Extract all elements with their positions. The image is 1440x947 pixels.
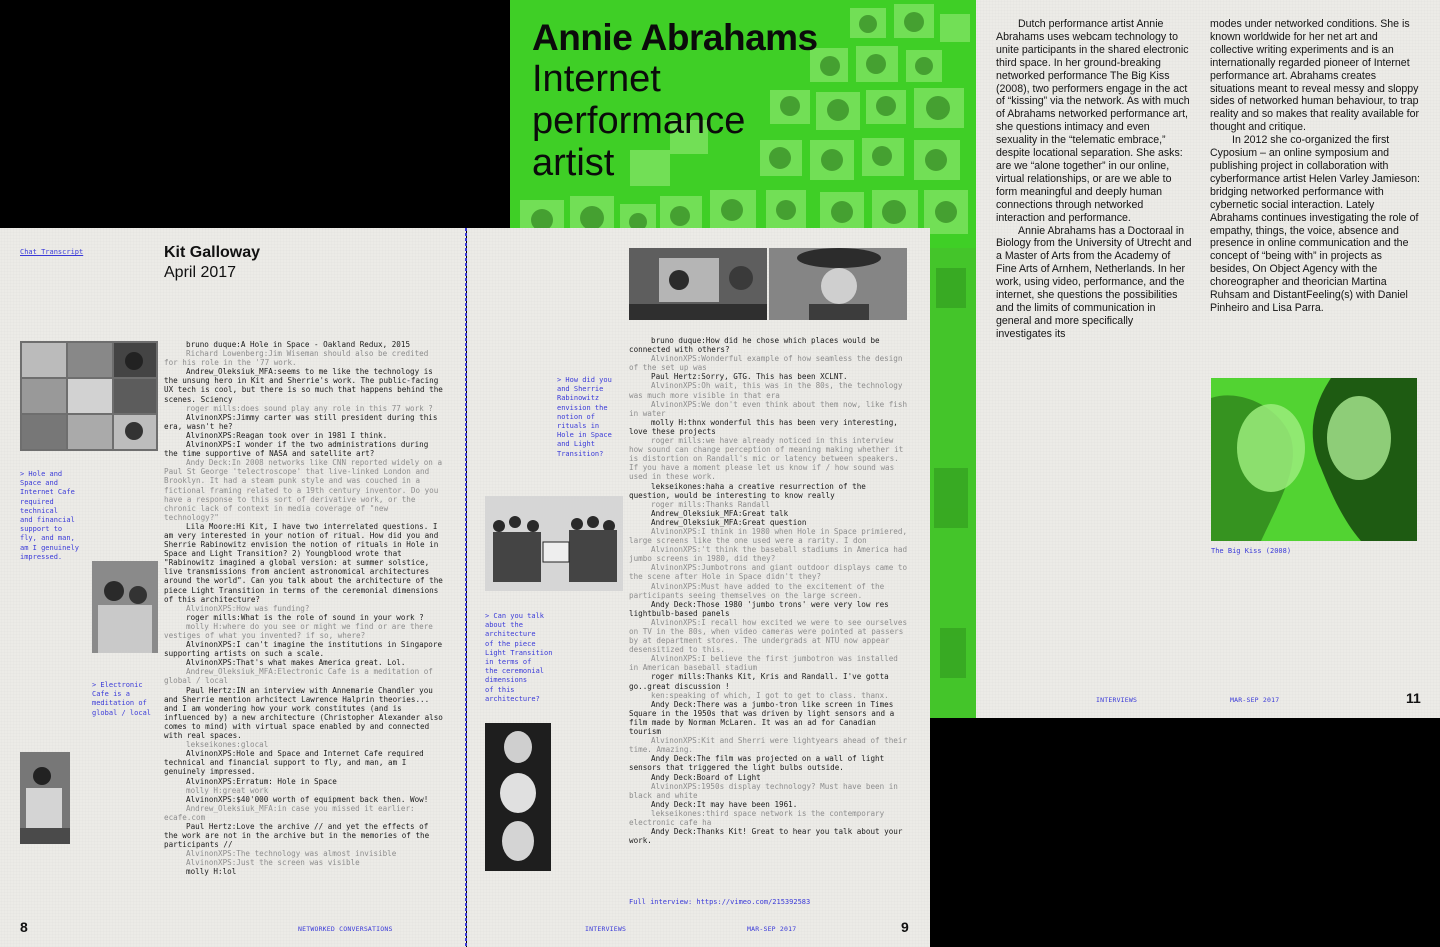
chat-message: Andy Deck:Board of Light [651,772,761,782]
chat-message: Andy Deck:Those 1980 'jumbo trons' were very low res lightbulb-based panels [629,599,889,618]
chat-message: AlvinonXPS:I wonder if the two administrations during the time supportive of NASA and satellite art? [164,440,429,459]
chat-message: Andy Deck:The film was projected on a wall of light sensors that triggered the light bulbs outside. [629,754,885,773]
chat-message: roger mills:Thanks Kit, Kris and Randall. I've gotta go..great discussion ! [629,672,889,691]
chat-message: Andy Deck:In 2008 networks like CNN reported widely on a Paul St George 'telectroscope' that live-linked London and Brooklyn. It had a steam punk style and was couched in a fictional framing related to a 19th century inventor. Do you have a response to this sort of derivative work, or the chronic lack of context in media coverage of "new technology?" [164,458,443,522]
group-photo [485,496,623,591]
page-number: 9 [901,919,909,935]
chat-message: Andrew_Oleksiuk_MFA:seems to me like the technology is the unsung hero in Kit and Sherrie's work. The public-facing UX tech is cool, but there is so much that happens behind the scenes. Sciency [164,367,443,404]
page-number: 11 [1406,690,1421,706]
chat-message: AlvinonXPS:Reagan took over in 1981 I think. [186,430,388,440]
chat-message: AlvinonXPS:$40'000 worth of equipment back then. Wow! [186,794,429,804]
folio: NETWORKED CONVERSATIONS [298,925,393,933]
section-label[interactable]: Chat Transcript [20,248,84,256]
chat-message: AlvinonXPS:1950s display technology? Must have been in black and white [629,781,898,800]
subtitle-line-1: Internet [532,58,661,100]
body-paragraph: In 2012 she co-organized the first Cyposium – an online symposium and publishing project in collaboration with cyberformance artist Helen Varley Jamieson: bridging networked performance with cybernetic social interaction. Lately Abrahams continues investigating the role of empathy, things, the voice, absence and presence in online communication and the concept of “being with” in projects as besides, On Object Agency with the choreographer and theorician Martina Ruhsam and DistantFeeling(s) with Daniel Pinheiro and Lisa Parra. [1210,134,1420,314]
green-strip-lower [930,248,976,718]
folio-left: INTERVIEWS [1096,696,1138,704]
chat-message: bruno duque:A Hole in Space - Oakland Redux, 2015 [186,340,411,349]
person-seated-photo [20,752,70,844]
chat-message: Richard Lowenberg:Jim Wiseman should also be credited for his role in the '77 work. [164,349,429,368]
chat-message: AlvinonXPS:I believe the first jumbotron was installed in American baseball stadium [629,654,898,673]
portrait-photo [769,248,907,320]
article-title [532,18,818,184]
chat-message: Andrew_Oleksiuk_MFA:Electronic Cafe is a meditation of global / local [164,667,433,686]
big-kiss-photo [1211,378,1417,541]
chat-message: Andy Deck:It may have been 1961. [651,799,798,809]
chat-message: Andy Deck:Thanks Kit! Great to hear you talk about your work. [629,827,903,846]
artist-name: Annie Abrahams [532,17,818,58]
chat-message: Andrew_Oleksiuk_MFA:Great talk [651,508,789,518]
chat-message: molly H:where do you see or might we find or are there vestiges of what you invented? if so, where? [164,621,433,640]
subtitle-line-3: artist [532,142,615,184]
page-number: 8 [20,919,28,935]
subtitle-line-2: performance [532,100,746,142]
chat-message: Paul Hertz:Love the archive // and yet the effects of the work are not in the archive but in the memories of the participants // [164,821,430,850]
side-note: > Hole and Space and Internet Cafe required technical and financial support to fly, and man, am I genuinely impressed. [20,470,80,561]
chat-message: roger mills:we have already noticed in this interview how sound can change perception of meaning making whether it is distortion on Randall's mic or latency between speakers. If you have a moment please let us know if / how sound was used in these work. [629,436,904,482]
chat-message: AlvinonXPS:I can't imagine the institutions in Singapore supporting artists on such a scale. [164,640,443,659]
chat-message: AlvinonXPS:Hole and Space and Internet Cafe required technical and financial support to fly, and man, am I genuinely impressed. [164,749,424,777]
chat-message: AlvinonXPS:The technology was almost invisible [186,849,397,859]
body-paragraph: Dutch performance artist Annie Abrahams uses webcam technology to unite participants in the shared electronic third space. In her ground-breaking networked performance The Big Kiss (2008), two performers engage in the act of “kissing” via the network. As with much of Abrahams networked performance art, she questions intimacy and even sexuality in the “telematic embrace,” despite locational separation. She asks: are we “alone together” in our online, virtual relationships, or are we able to form meaningful and deeply human connections through networked interaction and performance. [996,18,1190,224]
chat-message: lekseikones:glocal [186,740,269,750]
full-interview-link[interactable]: Full interview: https://vimeo.com/215392583 [629,898,811,906]
chat-message: AlvinonXPS:Erratum: Hole in Space [186,776,337,786]
chat-message: AlvinonXPS:I think in 1980 when Hole in Space primiered, large screens like the one used were a rarity. I don [629,526,908,546]
chat-message: AlvinonXPS:We don't even think about them now, like fish in water [629,399,908,418]
chat-message: roger mills:does sound play any role in this 77 work ? [186,403,433,413]
chat-message: Paul Hertz:IN an interview with Annemarie Chandler you and Sherrie mention arhcitect Lawrence Halprin theories... and I am wondering how your work constitutes (and is influenced by) a new architecture (Christopher Alexander also comes to mind) with virtual space enabled by and connected with real spaces. [164,685,443,741]
two-people-photo [92,561,158,653]
chat-message: Andrew_Oleksiuk_MFA:Great question [651,517,807,527]
chat-message: AlvinonXPS:I recall how excited we were to see ourselves on TV in the 80s, when video cameras were pointed at passers by at department stores. The undergrads at NTU now appear desensitized to this. [629,617,908,655]
chat-message: AlvinonXPS:Jumbotrons and giant outdoor displays came to the scene after Hole in Space didn't they? [629,563,908,582]
chat-transcript [629,336,911,845]
body-paragraph: Annie Abrahams has a Doctoraal in Biology from the University of Utrecht and a Master of Arts from the Academy of Fine Arts of Arnhem, Netherlands. In her work, using video, performance, and the internet, she questions the possibilities and the limits of communication in general and more specifically investigates its [996,224,1192,340]
chat-message: lekseikones:third space network is the contemporary electronic cafe ha [629,808,885,827]
side-note: > Electronic Cafe is a meditation of global / local [92,681,152,717]
chat-message: molly H:lol [186,867,237,877]
chat-message: AlvinonXPS:'t think the baseball stadiums in America had jumbo screens in 1980, did they? [629,545,908,564]
video-still-photo [629,248,767,320]
interview-date: April 2017 [164,264,237,281]
chat-message: Andrew_Oleksiuk_MFA:in case you missed it earlier: ecafe.com [164,803,415,822]
green-hero-image [510,0,976,248]
folio-right: MAR-SEP 2017 [747,925,797,933]
body-column-1 [996,18,1192,341]
chat-message: roger mills:What is the role of sound in your work ? [186,612,424,622]
chat-message: ken:speaking of which, I got to get to class. thanx. [651,690,889,700]
chat-message: AlvinonXPS:Wonderful example of how seamless the design of the set up was [629,354,903,373]
interviewee-name: Kit Galloway [164,244,261,261]
folio-left: INTERVIEWS [585,925,627,933]
folio-right: MAR-SEP 2017 [1230,696,1280,704]
chat-message: AlvinonXPS:Jimmy carter was still president during this era, wasn't he? [164,412,438,431]
page-8 [0,228,466,947]
page-11 [976,0,1440,718]
chat-message: molly H:thnx wonderful this has been very interesting, love these projects [629,417,898,436]
side-note: > How did you and Sherrie Rabinowitz envision the notion of rituals in Hole in Space and Light Transition? [557,376,612,458]
chat-message: Lila Moore:Hi Kit, I have two interrelated questions. I am very interested in your notion of ritual. How did you and Sherrie Rabinowitz envision the notion of rituals in Hole in Space and Light Transition? 2) Youngblood wrote that "Rabinowitz imagined a global version: at summer solstice, live transmissions from ancient astronomical architectures around the world". Can you talk about the architecture of the piece Light Transition in terms of the ceremonial dimensions of this architecture? [164,521,443,604]
performers-photo [485,723,551,871]
page-9 [467,228,930,947]
chat-message: Paul Hertz:Sorry, GTG. This has been XCLNT. [651,372,848,382]
chat-message: AlvinonXPS:Just the screen was visible [186,858,360,868]
body-paragraph: modes under networked conditions. She is known worldwide for her net art and collective writing experiments and is an internationally regarded pioneer of Internet performance art. Abrahams creates situations meant to reveal messy and sloppy sides of networked human behaviour, to trap reality and so makes that reality available for thought and critique. [1210,18,1420,134]
chat-message: AlvinonXPS:Oh wait, this was in the 80s, the technology was much more visible in that era [629,381,903,400]
side-note: > Can you talk about the architecture of the piece Light Transition in terms of the ceremonial dimensions of this architecture? [485,612,553,703]
photo-caption: The Big Kiss (2008) [1211,547,1292,555]
chat-message: AlvinonXPS:That's what makes America great. Lol. [186,658,406,668]
chat-message: roger mills:Thanks Randall [651,499,770,509]
chat-message: lekseikones:haha a creative resurrection of the question, would be interesting to know really [629,481,866,500]
chat-transcript [164,340,444,877]
chat-message: AlvinonXPS:How was funding? [186,603,310,613]
chat-message: AlvinonXPS:Must have added to the excitement of the participants seeing themselves on the large screen. [629,581,885,600]
body-column-2 [1210,18,1420,315]
archive-collage-photo [20,341,158,451]
chat-message: AlvinonXPS:Kit and Sherri were lightyears ahead of their time. Amazing. [629,736,908,755]
chat-message: molly H:great work [186,785,269,795]
chat-message: Andy Deck:There was a jumbo-tron like screen in Times Square in the 1950s that was driven by light sensors and a film made by Norman McLaren. It was an ad for Canadian tourism [629,699,895,737]
chat-message: bruno duque:How did he chose which places would be connected with others? [629,336,880,355]
